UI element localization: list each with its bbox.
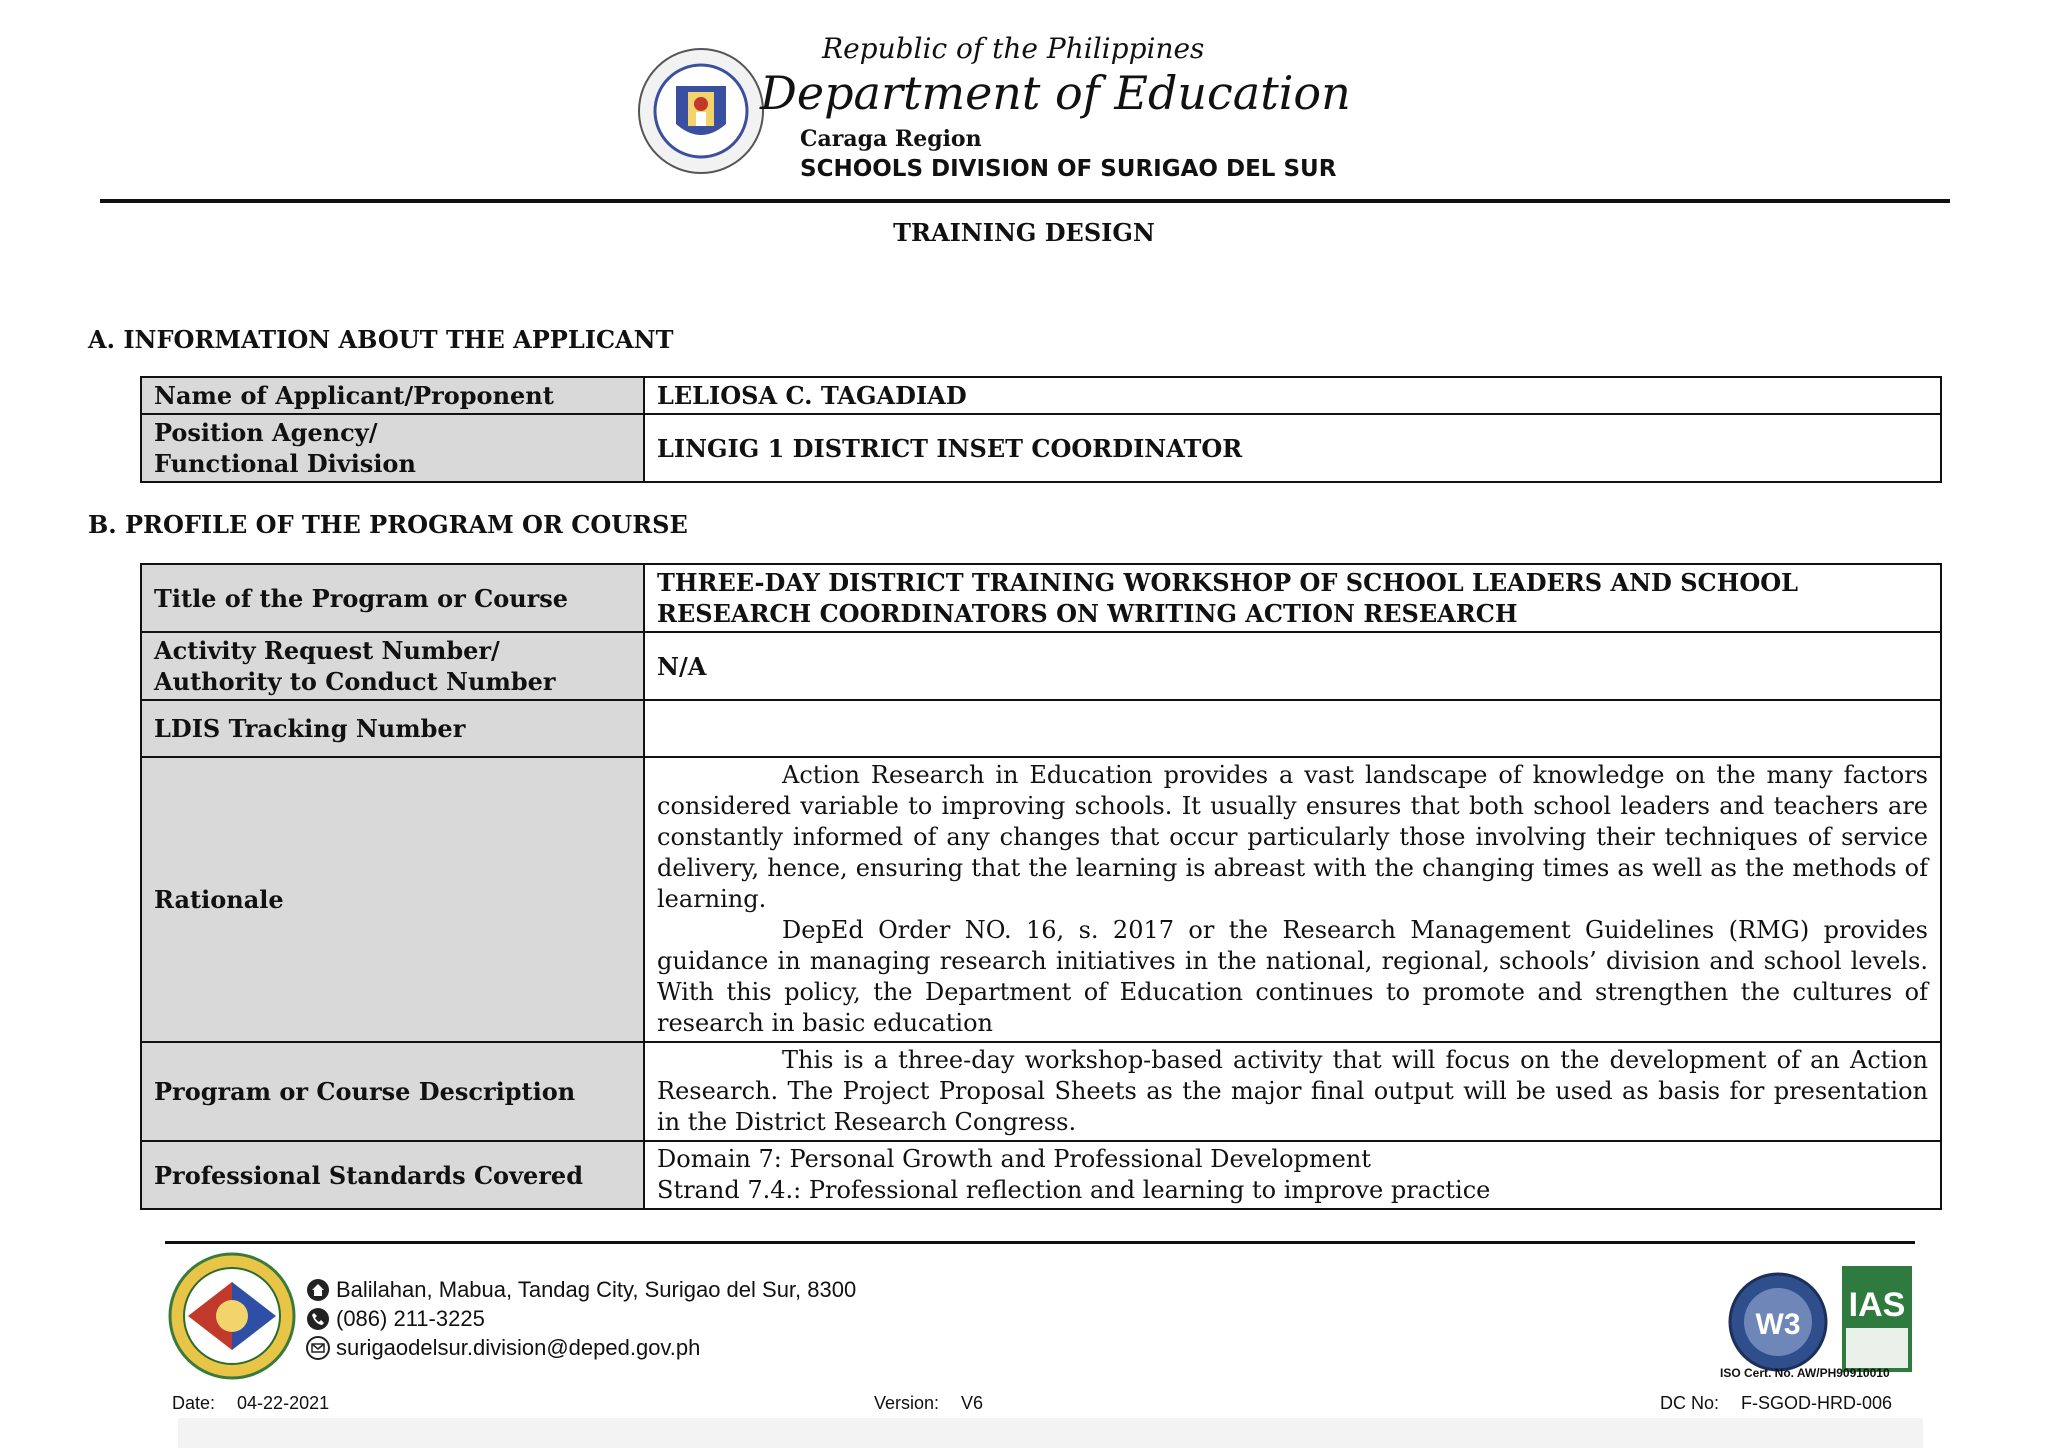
description-value: This is a three-day workshop-based activity that will focus on the development of an Action Research. The Project Proposal Sheets as the major final output will be used as basis for presentation in the District Research Congress. [644,1042,1941,1141]
activity-request-value: N/A [644,632,1941,700]
deped-seal-icon [636,46,766,176]
program-profile-table [140,563,1942,1210]
table-row [141,414,1941,482]
applicant-name-label: Name of Applicant/Proponent [141,377,644,414]
republic-line: Republic of the Philippines [822,32,1205,65]
division-name: SCHOOLS DIVISION OF SURIGAO DEL SUR [800,156,1337,182]
position-label [141,414,644,482]
table-row [141,632,1941,700]
activity-label-line2: Authority to Conduct Number [154,667,556,696]
email-text[interactable]: surigaodelsur.division@deped.gov.ph [336,1335,701,1360]
standards-strand: Strand 7.4.: Professional reflection and learning to improve practice [657,1176,1491,1204]
footer-email [306,1335,700,1361]
activity-label-line1: Activity Request Number/ [154,636,500,665]
certification-logos-icon [1728,1256,1914,1384]
phone-icon [306,1307,330,1331]
table-row [141,1141,1941,1209]
footer-address [306,1277,856,1303]
footer-version [874,1393,983,1414]
program-title-value: THREE-DAY DISTRICT TRAINING WORKSHOP OF SCHOOL LEADERS AND SCHOOL RESEARCH COORDINATORS ON WRITING ACTION RESEARCH [644,564,1941,632]
position-value: LINGIG 1 DISTRICT INSET COORDINATOR [644,414,1941,482]
description-label: Program or Course Description [141,1042,644,1141]
ldis-value [644,700,1941,757]
table-row [141,377,1941,414]
rationale-paragraph-1: Action Research in Education provides a vast landscape of knowledge on the many factors considered variable to improving schools. It usually ensures that both school leaders and teachers are constantly informed of any changes that occur particularly those involving their techniques of service delivery, hence, ensuring that the learning is abreast with the changing times as well as the methods of learning. [657,761,1928,913]
table-row [141,700,1941,757]
standards-domain: Domain 7: Personal Growth and Professional Development [657,1145,1371,1173]
applicant-table [140,376,1942,483]
version-label: Version: [874,1393,940,1413]
standards-label: Professional Standards Covered [141,1141,644,1209]
dc-label: DC No: [1660,1393,1720,1413]
section-b-heading: B. PROFILE OF THE PROGRAM OR COURSE [88,510,688,539]
region-name: Caraga Region [800,126,982,152]
position-label-line2: Functional Division [154,449,416,478]
date-label: Date: [172,1393,216,1413]
footer-dc-number [1660,1393,1892,1414]
position-label-line1: Position Agency/ [154,418,378,447]
table-row [141,757,1941,1042]
dc-value: F-SGOD-HRD-006 [1741,1393,1893,1413]
department-name: Department of Education [760,66,1351,120]
home-icon [306,1278,330,1302]
table-row [141,564,1941,632]
footer-phone [306,1306,485,1332]
ias-logo-text: IAS [1848,1286,1906,1324]
phone-text: (086) 211-3225 [336,1306,485,1331]
footer-divider [165,1241,1915,1244]
rationale-paragraph-2: DepEd Order NO. 16, s. 2017 or the Research Management Guidelines (RMG) provides guidance in managing research initiatives in the national, regional, schools’ division and school levels. With this policy, the Department of Education continues to promote and strengthen the cultures of research in basic education [657,916,1928,1037]
iso-certificate-number: ISO Cert. No. AW/PH90910010 [1720,1366,1890,1380]
activity-request-label [141,632,644,700]
footer-band [178,1418,1923,1448]
standards-value [644,1141,1941,1209]
document-title: TRAINING DESIGN [893,218,1155,247]
program-title-label: Title of the Program or Course [141,564,644,632]
section-a-heading: A. INFORMATION ABOUT THE APPLICANT [88,325,674,354]
w3-logo-text: W3 [1755,1308,1801,1341]
header-divider [100,199,1950,203]
rationale-label: Rationale [141,757,644,1042]
email-icon [306,1336,330,1360]
footer-date [172,1393,329,1414]
version-value: V6 [961,1393,984,1413]
letterhead [0,0,2048,210]
ldis-label: LDIS Tracking Number [141,700,644,757]
address-text: Balilahan, Mabua, Tandag City, Surigao del Sur, 8300 [336,1277,857,1302]
table-row [141,1042,1941,1141]
division-seal-icon [168,1252,296,1380]
applicant-name-value: LELIOSA C. TAGADIAD [644,377,1941,414]
date-value: 04-22-2021 [237,1393,330,1413]
rationale-value [644,757,1941,1042]
